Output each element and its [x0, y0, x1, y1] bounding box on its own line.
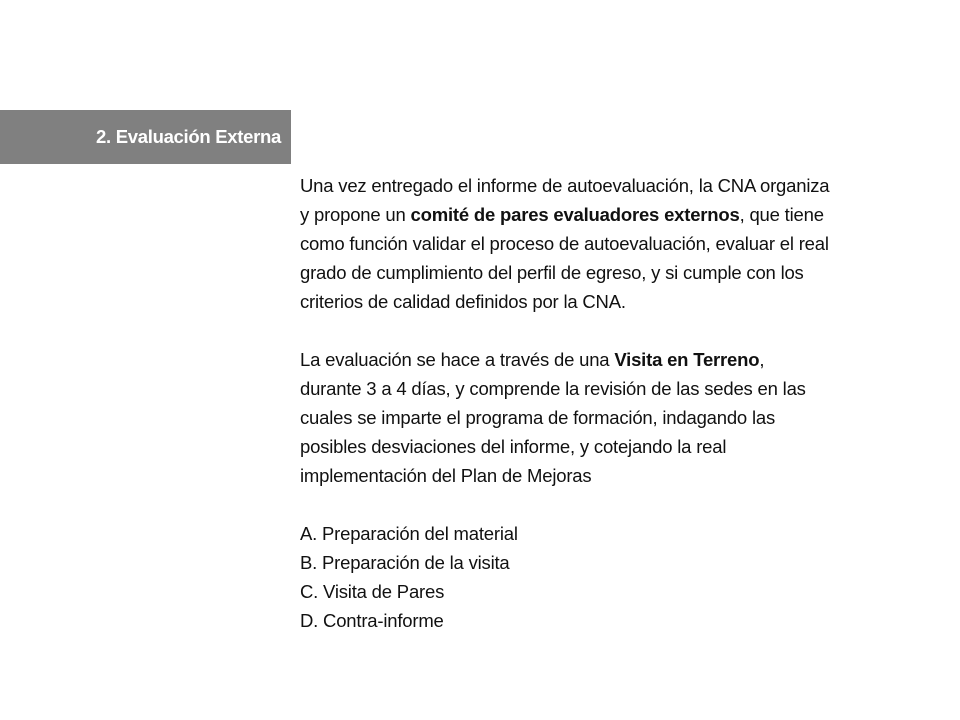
paragraph-text: La evaluación se hace a través de una [300, 349, 615, 370]
list-item: D. Contra-informe [300, 610, 444, 631]
paragraph-text: , que tiene como función validar el proceso de autoevaluación, evaluar el real grado de cumplimiento del perfil de egreso, y si cumple con los criterios de calidad definidos por la CNA. [300, 204, 829, 312]
paragraph-bold-text: comité de pares evaluadores externos [410, 204, 740, 225]
section-header [0, 110, 291, 164]
list-item: A. Preparación del material [300, 523, 518, 544]
paragraph-bold-text: Visita en Terreno [614, 349, 760, 370]
section-title: 2. Evaluación Externa [96, 126, 281, 147]
paragraph-text: , durante 3 a 4 días, y comprende la revisión de las sedes en las cuales se imparte el programa de formación, indagando las posibles desviaciones del informe, y cotejando la real implementación del Plan de Mejoras [300, 349, 806, 486]
steps-list [300, 519, 830, 635]
paragraph-spacer [300, 316, 830, 345]
list-item: B. Preparación de la visita [300, 552, 510, 573]
paragraph-text: Una vez entregado el informe de autoevaluación, la CNA organiza y propone un [300, 175, 830, 225]
paragraph-external-evaluation [300, 171, 830, 316]
list-item: C. Visita de Pares [300, 581, 445, 602]
paragraph-spacer [300, 490, 830, 519]
paragraph-field-visit [300, 345, 830, 490]
content-body [300, 171, 830, 635]
